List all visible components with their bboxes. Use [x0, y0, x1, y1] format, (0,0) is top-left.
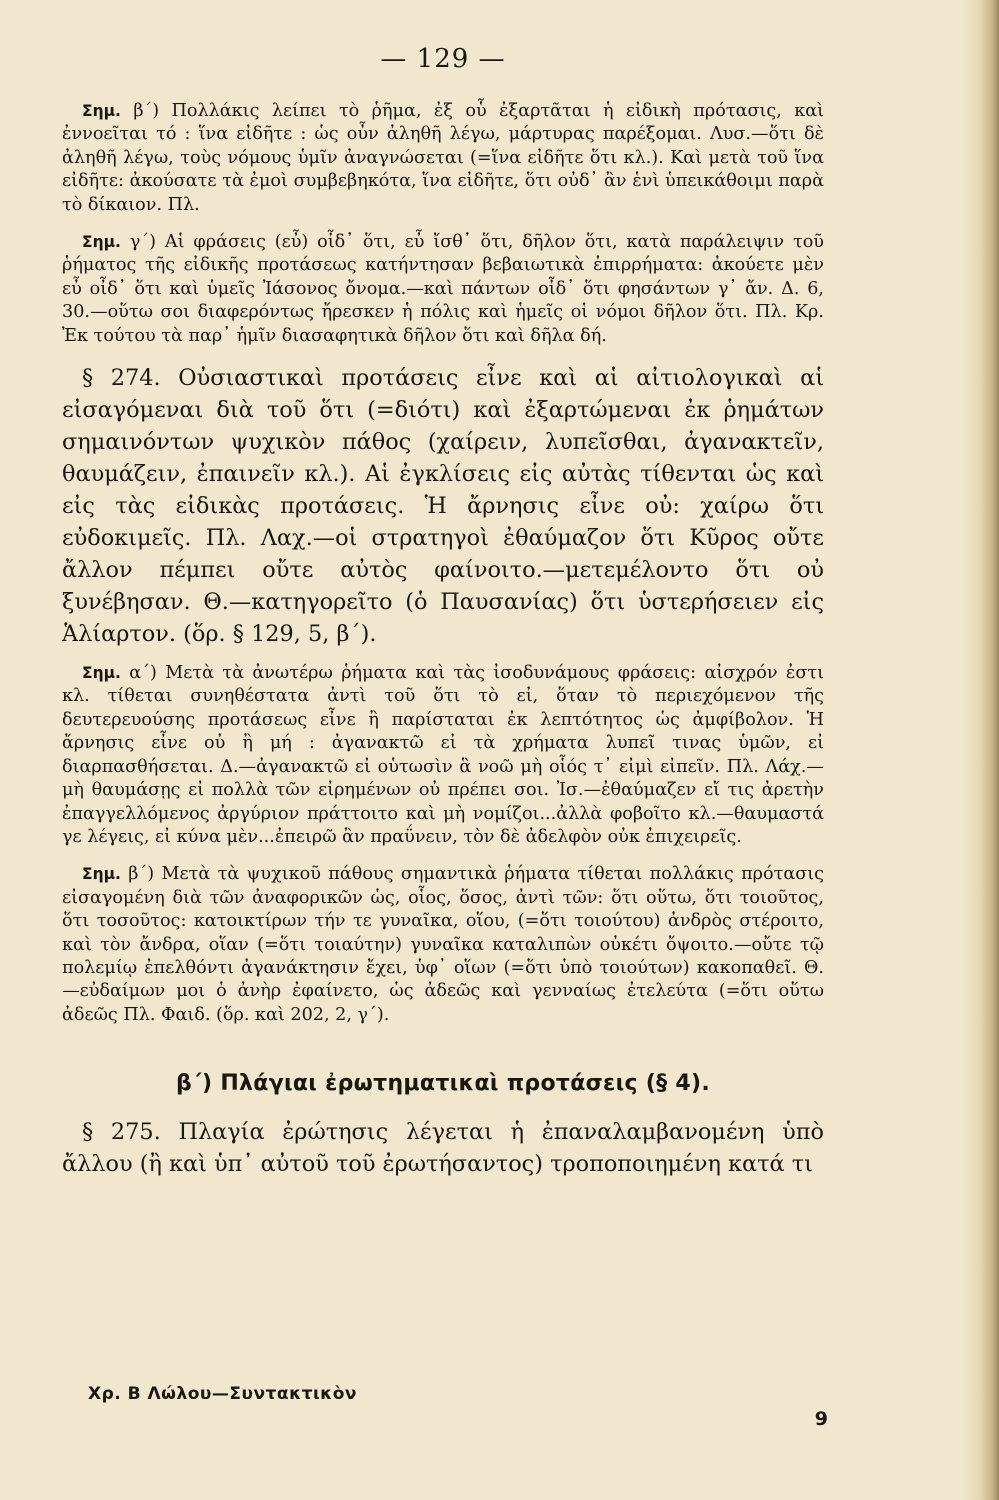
section-275-paragraph: § 275. Πλαγία ἐρώτησις λέγεται ἡ ἐπαναλαμβανομένη ὑπὸ ἄλλου (ἢ καὶ ὑπ᾽ αὐτοῦ τοῦ ἐρωτήσαντος) τροποποιημένη κατά τι	[62, 1119, 824, 1178]
section-heading: β΄) Πλάγιαι ἐρωτηματικαὶ προτάσεις (§ 4).	[175, 1071, 711, 1097]
note-label: Σημ.	[82, 233, 121, 252]
note-text: γ΄) Αἱ φράσεις (εὖ) οἶδ᾽ ὅτι, εὖ ἴσθ᾽ ὅτι, δῆλον ὅτι, κατὰ παράλειψιν τοῦ ῥήματος τῆς εἰδικῆς προτάσεως κατήντησαν βεβαιωτικὰ ἐπιρρήματα: ἀκούετε μὲν εὖ οἶδ᾽ ὅτι καὶ ὑμεῖς Ἰάσονος ὄνομα.—καὶ πάντων οἶδ᾽ ὅτι φησάντων γ᾽ ἄν. Δ. 6, 30.—οὕτω σοι διαφερόντως ἤρεσκεν ἡ πόλις καὶ ἡμεῖς οἱ νόμοι δῆλον ὅτι. Πλ. Κρ. Ἐκ τούτου τὰ παρ᾽ ἡμῖν διασαφητικὰ δῆλον ὅτι καὶ δῆλα δή.	[62, 232, 824, 346]
section-274-paragraph: § 274. Οὐσιαστικαὶ προτάσεις εἶνε καὶ αἱ αἰτιολογικαὶ αἱ εἰσαγόμεναι διὰ τοῦ ὅτι (=διότι) καὶ ἐξαρτώμεναι ἐκ ῥημάτων σημαινόντων ψυχικὸν πάθος (χαίρειν, λυπεῖσθαι, ἀγανακτεῖν, θαυμάζειν, ἐπαινεῖν κλ.). Αἱ ἐγκλίσεις εἰς αὐτὰς τίθενται ὡς καὶ εἰς τὰς εἰδικὰς προτάσεις. Ἡ ἄρνησις εἶνε οὐ: χαίρω ὅτι εὐδοκιμεῖς. Πλ. Λαχ.—οἱ στρατηγοὶ ἐθαύμαζον ὅτι Κῦρος οὔτε ἄλλον πέμπει οὔτε αὐτὸς φαίνοιτο.—μετεμέλοντο ὅτι οὐ ξυνέβησαν. Θ.—κατηγορεῖτο (ὁ Παυσανίας) ὅτι ὑστερήσειεν εἰς Ἁλίαρτον. (ὅρ. § 129, 5, β΄).	[62, 365, 824, 648]
note-paragraph	[62, 662, 824, 849]
note-text: β΄) Πολλάκις λείπει τὸ ῥῆμα, ἐξ οὗ ἐξαρτᾶται ἡ εἰδικὴ πρότασις, καὶ ἐννοεῖται τό : ἵνα εἰδῆτε : ὡς οὖν ἀληθῆ λέγω, μάρτυρας παρέξομαι. Λυσ.—ὅτι δὲ ἀληθῆ λέγω, τοὺς νόμους ὑμῖν ἀναγνώσεται (=ἵνα εἰδῆτε ὅτι κλ.). Καὶ μετὰ τοῦ ἵνα εἰδῆτε: ἀκούσατε τὰ ἐμοὶ συμβεβηκότα, ἵνα εἰδῆτε, ὅτι οὐδ᾽ ἂν ἑνὶ ὑπεικάθοιμι παρὰ τὸ δίκαιον. Πλ.	[62, 101, 824, 215]
note-label: Σημ.	[82, 664, 121, 683]
signature-mark: 9	[814, 1408, 828, 1430]
note-label: Σημ.	[82, 865, 121, 884]
footer-book-title: Χρ. Β Λώλου—Συντακτικὸν	[88, 1384, 357, 1404]
note-text: β΄) Μετὰ τὰ ψυχικοῦ πάθους σημαντικὰ ῥήματα τίθεται πολλάκις πρότασις εἰσαγομένη διὰ τῶν ἀναφορικῶν ὡς, οἷος, ὅσος, ἀντὶ τῶν: ὅτι οὕτω, ὅτι τοιοῦτος, ὅτι τοσοῦτος: κατοικτίρων τήν τε γυναῖκα, οἵου, (=ὅτι τοιούτου) ἀνδρὸς στέροιτο, καὶ τὸν ἄνδρα, οἵαν (=ὅτι τοιαύτην) γυναῖκα καταλιπὼν οὐκέτι ὄψοιτο.—οὔτε τῷ πολεμίῳ ἐπελθόντι ἀγανάκτησιν ἔχει, ὑφ᾽ οἵων (=ὅτι ὑπὸ τοιούτων) κακοπαθεῖ. Θ.—εὐδαίμων μοι ὁ ἀνὴρ ἐφαίνετο, ὡς ἀδεῶς καὶ γενναίως ἐτελεύτα (=ὅτι οὕτω ἀδεῶς Πλ. Φαιδ. (ὅρ. καὶ 202, 2, γ΄).	[62, 864, 824, 1025]
note-paragraph	[62, 100, 824, 217]
page-footer	[88, 1384, 828, 1444]
book-spine-edge	[965, 0, 999, 1500]
note-paragraph	[62, 863, 824, 1027]
page-number: — 129 —	[380, 44, 506, 74]
note-paragraph	[62, 231, 824, 348]
note-label: Σημ.	[82, 102, 121, 120]
note-text: α΄) Μετὰ τὰ ἀνωτέρω ῥήματα καὶ τὰς ἰσοδυνάμους φράσεις: αἰσχρόν ἐστι κλ. τίθεται συνηθέστατα ἀντὶ τοῦ ὅτι τὸ εἰ, ὅταν τὸ περιεχόμενον τῆς δευτερευούσης προτάσεως εἶνε ἢ παρίσταται ἐκ λεπτότητος ὡς ἀμφίβολον. Ἡ ἄρνησις εἶνε οὐ ἢ μή : ἀγανακτῶ εἰ τὰ χρήματα λυπεῖ τινας ὑμῶν, εἰ διαρπασθήσεται. Δ.—ἀγανακτῶ εἰ οὑτωσὶν ἃ νοῶ μὴ οἷός τ᾽ εἰμὶ εἰπεῖν. Πλ. Λάχ.—μὴ θαυμάσῃς εἰ πολλὰ τῶν εἰρημένων οὐ πρέπει σοι. Ἰσ.—ἐθαύμαζεν εἴ τις ἀρετὴν ἐπαγγελλόμενος ἀργύριον πράττοιτο καὶ μὴ νομίζοι...ἀλλὰ φοβοῖτο κλ.—θαυμαστά γε λέγεις, εἰ κύνα μὲν...ἐπειρῶ ἂν πραΰνειν, τὸν δὲ ἀδελφὸν οὐκ ἐπιχειρεῖς.	[62, 663, 824, 847]
page-content	[62, 44, 824, 1192]
